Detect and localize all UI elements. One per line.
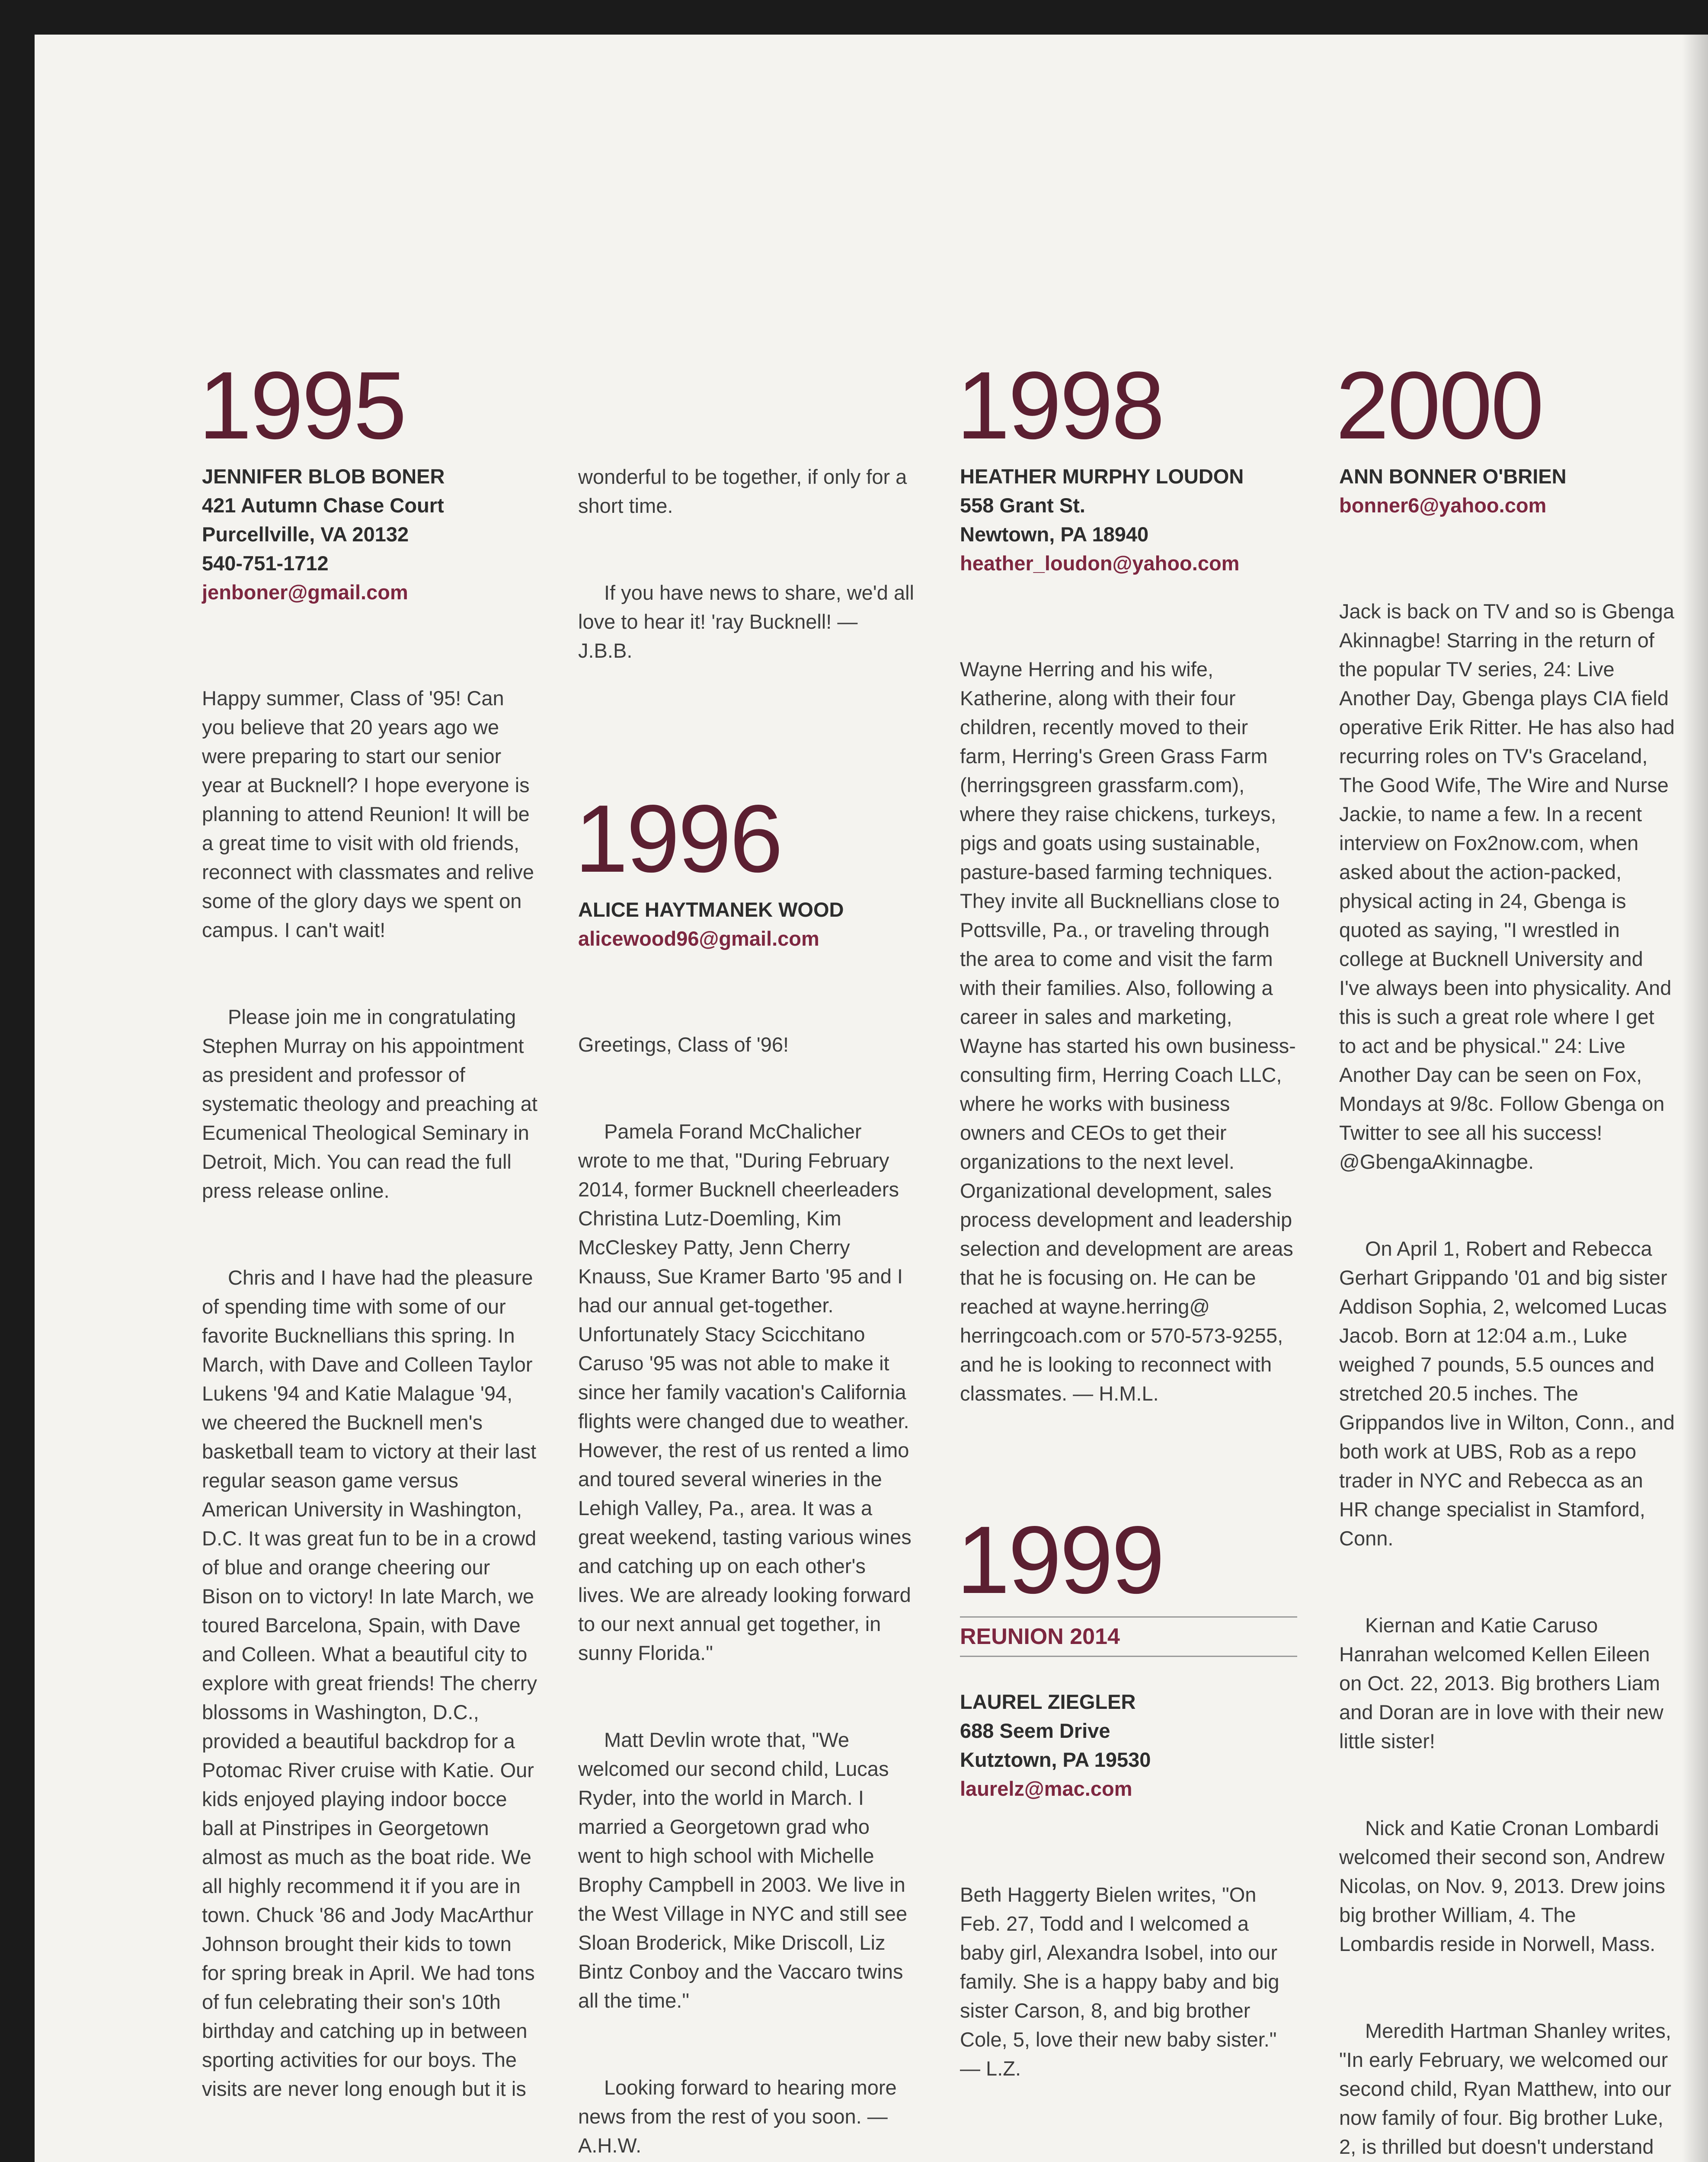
column-class-1995: [198, 352, 544, 2161]
class-note-paragraph: Please join me in congratulating Stephen Murray on his appointment as president and professor of systematic theology and preaching at Ecumenical Theological Seminary in Detroit, Mich. You can read the full press release online.: [202, 1005, 544, 1202]
class-year-heading: 1995: [198, 352, 405, 459]
class-notes-body: [960, 1822, 1297, 2141]
class-note-paragraph: Wayne Herring and his wife, Katherine, along with their four children, recently moved to their farm, Herring's Green Grass Farm (herringsgreen grassfarm.com), where they raise chickens, turkeys, pigs and goats using sustainable, pasture-based farming techniques. They invite all Bucknellians close to Pottsville, Pa., or traveling through the area to come and visit the farm with their families. Also, following a career in sales and marketing, Wayne has started his own business-consulting firm, Herring Coach LLC, where he works with business owners and CEOs to get their organizations to the next level. Organizational development, sales process development and leadership selection and development are areas that he is focusing on. He can be reached at wayne.herring@ herringcoach.com or 570-573-9255, and he is looking to reconnect with classmates. — H.M.L.: [960, 658, 1299, 1405]
class-notes-body: [202, 626, 544, 2161]
correspondent-name: HEATHER MURPHY LOUDON: [960, 465, 1244, 488]
page-gutter-shadow: [1682, 35, 1708, 2162]
class-correspondent: [202, 462, 539, 607]
correspondent-city: Kutztown, PA 19530: [960, 1748, 1151, 1771]
class-year-heading: 1996: [575, 785, 781, 892]
correspondent-name: JENNIFER BLOB BONER: [202, 465, 445, 488]
class-note-paragraph: Meredith Hartman Shanley writes, "In early February, we welcomed our second child, Ryan Matthew, into our now family of four. Big brother Luke, 2, is thrilled but doesn't understand: [1339, 2019, 1672, 2158]
column-class-2000: [1336, 352, 1680, 2162]
correspondent-email-link[interactable]: laurelz@mac.com: [960, 1777, 1132, 1800]
class-notes-body: [578, 972, 915, 2162]
correspondent-city: Newtown, PA 18940: [960, 523, 1149, 546]
column-class-1998-1999: [956, 352, 1299, 2141]
class-note-paragraph: wonderful to be together, if only for a short time.: [578, 465, 913, 517]
class-notes-body: [1339, 539, 1680, 2162]
correspondent-phone: 540-751-1712: [202, 552, 329, 575]
correspondent-name: LAUREL ZIEGLER: [960, 1690, 1136, 1713]
correspondent-address: 558 Grant St.: [960, 494, 1085, 517]
class-correspondent: [960, 462, 1297, 578]
class-note-paragraph: If you have news to share, we'd all love to hear it! 'ray Bucknell! — J.B.B.: [578, 581, 920, 662]
class-note-paragraph: Greetings, Class of '96!: [578, 1033, 789, 1056]
class-note-paragraph: On April 1, Robert and Rebecca Gerhart Grippando '01 and big sister Addison Sophia, 2, welcomed Lucas Jacob. Born at 12:04 a.m., Luke weighed 7 pounds, 5.5 ounces and stretched 20.5 inches. The Grippandos live in Wilton, Conn., and both work at UBS, Rob as a repo trader in NYC and Rebecca as an HR change specialist in Stamford, Conn.: [1339, 1237, 1680, 1550]
class-note-paragraph: Looking forward to hearing more news from the rest of you soon. — A.H.W.: [578, 2076, 902, 2157]
class-note-paragraph: Happy summer, Class of '95! Can you believe that 20 years ago we were preparing to start our senior year at Bucknell? I hope everyone is planning to attend Reunion! It will be a great time to visit with old friends, reconnect with classmates and relive some of the glory days we spent on campus. I can't wait!: [202, 687, 540, 941]
class-year-heading: 1998: [956, 352, 1163, 459]
correspondent-address: 421 Autumn Chase Court: [202, 494, 444, 517]
class-note-paragraph: Chris and I have had the pleasure of spending time with some of our favorite Bucknellians this spring. In March, with Dave and Colleen Taylor Lukens '94 and Katie Malague '94, we cheered the Bucknell men's basketball team to victory at their last regular season game versus American University in Washington, D.C. It was great fun to be in a crowd of blue and orange cheering our Bison on to victory! In late March, we toured Barcelona, Spain, with Dave and Colleen. What a beautiful city to explore with great friends! The cherry blossoms in Washington, D.C., provided a beautiful backdrop for a Potomac River cruise with Katie. Our kids enjoyed playing indoor bocce ball at Pinstripes in Georgetown almost as much as the boat ride. We all highly recommend it if you are in town. Chuck '86 and Jody MacArthur Johnson brought their kids to town for spring break in April. We had tons of fun celebrating their son's 10th birthday and catching up in between sporting activities for our boys. The visits are never long enough but it is: [202, 1266, 543, 2100]
class-notes-body: [960, 597, 1297, 1466]
class-note-paragraph: Kiernan and Katie Caruso Hanrahan welcomed Kellen Eileen on Oct. 22, 2013. Big brothers Liam and Doran are in love with their new little sister!: [1339, 1614, 1669, 1753]
magazine-page: [35, 35, 1708, 2162]
class-note-paragraph: Nick and Katie Cronan Lombardi welcomed their second son, Andrew Nicolas, on Nov. 9, 2013. Drew joins big brother William, 4. The Lombardis reside in Norwell, Mass.: [1339, 1817, 1671, 1955]
correspondent-name: ANN BONNER O'BRIEN: [1339, 465, 1567, 488]
class-year-heading: 1999: [956, 1506, 1163, 1614]
class-year-heading: 2000: [1336, 352, 1542, 459]
class-notes-continued: [578, 404, 920, 723]
correspondent-name: ALICE HAYTMANEK WOOD: [578, 898, 844, 921]
correspondent-email-link[interactable]: jenboner@gmail.com: [202, 581, 408, 604]
correspondent-city: Purcellville, VA 20132: [202, 523, 409, 546]
correspondent-email-link[interactable]: bonner6@yahoo.com: [1339, 494, 1547, 517]
class-note-paragraph: Pamela Forand McChalicher wrote to me that, "During February 2014, former Bucknell cheerleaders Christina Lutz-Doemling, Kim McCleskey Patty, Jenn Cherry Knauss, Sue Kramer Barto '95 and I had our annual get-together. Unfortunately Stacy Scicchitano Caruso '95 was not able to make it since her family vacation's California flights were changed due to weather. However, the rest of us rented a limo and toured several wineries in the Lehigh Valley, Pa., area. It was a great weekend, tasting various wines and catching up on each other's lives. We are already looking forward to our next annual get together, in sunny Florida.": [578, 1120, 917, 1664]
class-note-paragraph: Matt Devlin wrote that, "We welcomed our second child, Lucas Ryder, into the world in March. I married a Georgetown grad who went to high school with Michelle Brophy Campbell in 2003. We live in the West Village in NYC and still see Sloan Broderick, Mike Driscoll, Liz Bintz Conboy and the Vaccaro twins all the time.": [578, 1728, 913, 2012]
class-correspondent: [578, 895, 915, 953]
class-note-paragraph: Jack is back on TV and so is Gbenga Akinnagbe! Starring in the return of the popular TV series, 24: Live Another Day, Gbenga plays CIA field operative Erik Ritter. He has also had recurring roles on TV's Graceland, The Good Wife, The Wire and Nurse Jackie, to name a few. In a recent interview on Fox2now.com, when asked about the action-packed, physical acting in 24, Gbenga is quoted as saying, "I wrestled in college at Bucknell University and I've always been into physicality. And this is such a great role where I get to act and be physical." 24: Live Another Day can be seen on Fox, Mondays at 9/8c. Follow Gbenga on Twitter to see all his success! @GbengaAkinnagbe.: [1339, 600, 1680, 1173]
class-note-paragraph: Beth Haggerty Bielen writes, "On Feb. 27, Todd and I welcomed a baby girl, Alexandra Isobel, into our family. She is a happy baby and big sister Carson, 8, and big brother Cole, 5, love their new baby sister." — L.Z.: [960, 1883, 1285, 2080]
reunion-label: REUNION 2014: [960, 1616, 1297, 1657]
class-correspondent: [960, 1687, 1297, 1803]
correspondent-email-link[interactable]: alicewood96@gmail.com: [578, 927, 819, 950]
class-correspondent: [1339, 462, 1676, 520]
correspondent-address: 688 Seem Drive: [960, 1719, 1110, 1742]
column-class-1996-1997: [575, 355, 920, 2162]
correspondent-email-link[interactable]: heather_loudon@yahoo.com: [960, 552, 1240, 575]
